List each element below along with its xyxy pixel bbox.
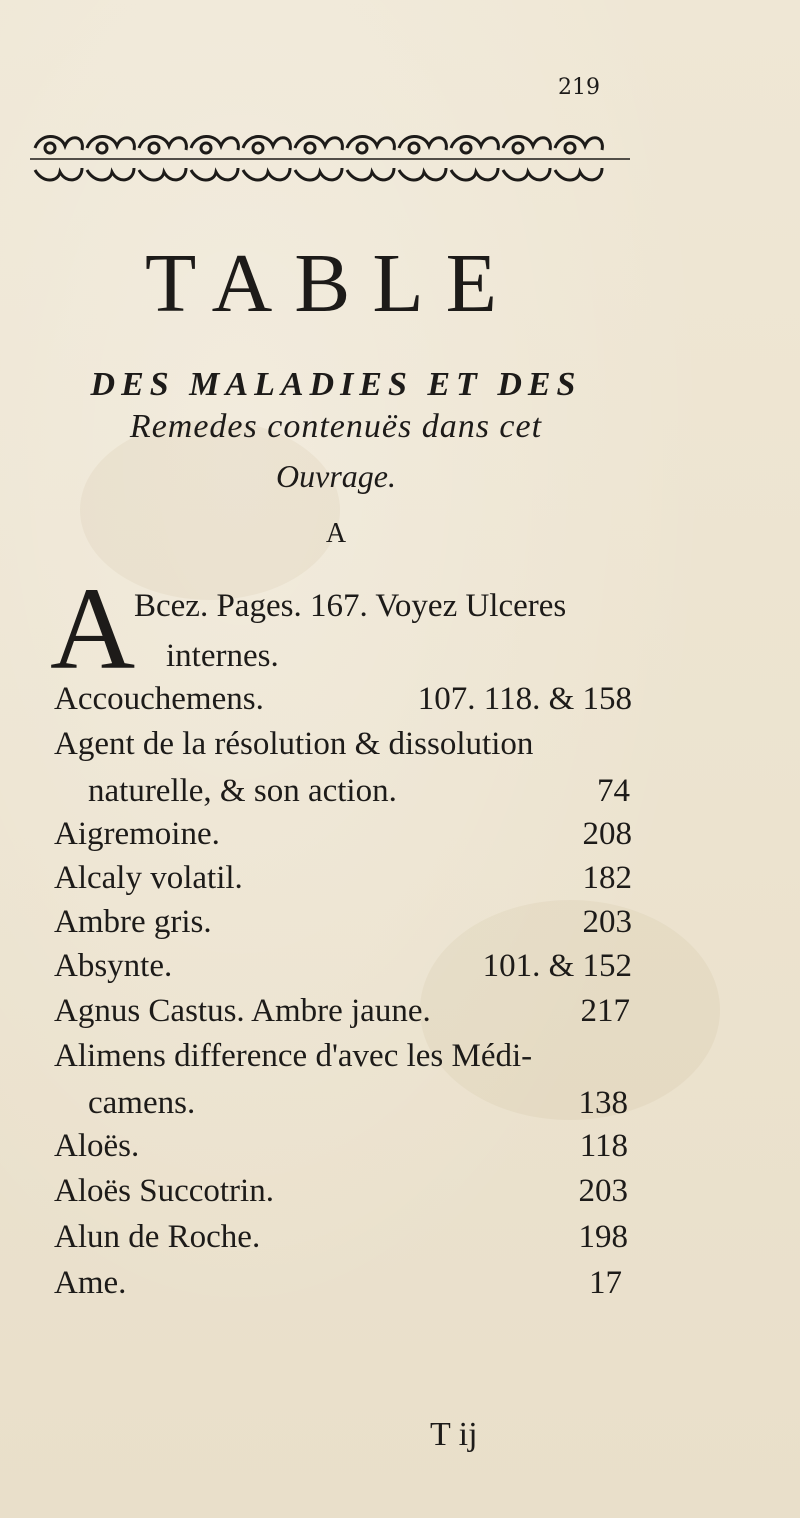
entry-text: Aloës Succotrin. xyxy=(54,1173,274,1209)
entry-text: Absynte. xyxy=(54,948,173,984)
entry-text: Bcez. Pages. 167. Voyez Ulceres xyxy=(134,588,567,624)
subtitle-line-3: Ouvrage. xyxy=(276,458,396,494)
entry-text: Alun de Roche. xyxy=(54,1219,261,1255)
entry-text: Agent de la résolution & dissolution xyxy=(54,726,534,762)
entry-page: 107. 118. & 158 xyxy=(417,681,632,717)
entry-page: 203 xyxy=(578,1173,628,1209)
entry-page: 182 xyxy=(582,860,632,896)
entry-text: Ame. xyxy=(54,1265,127,1301)
paper-stain xyxy=(420,900,720,1120)
entry-text: internes. xyxy=(166,638,279,674)
entry-text: Aloës. xyxy=(54,1128,140,1164)
ornament-band xyxy=(30,128,630,190)
drop-cap: A xyxy=(50,563,136,694)
main-title: TABLE xyxy=(145,237,519,330)
entry-text: Alcaly volatil. xyxy=(54,860,243,896)
section-letter: A xyxy=(325,518,347,549)
entry-page: 101. & 152 xyxy=(482,948,632,984)
entry-page: 203 xyxy=(582,904,632,940)
entry-page: 217 xyxy=(580,993,630,1029)
subtitle-line-1: DES MALADIES ET DES xyxy=(90,366,582,403)
entry-page: 17 xyxy=(589,1265,622,1301)
entry-page: 198 xyxy=(578,1219,628,1255)
entry-text: Alimens difference d'avec les Médi- xyxy=(54,1038,533,1074)
entry-text: Agnus Castus. Ambre jaune. xyxy=(54,993,431,1029)
subtitle-line-2: Remedes contenuës dans cet xyxy=(129,408,543,445)
signature-mark: T ij xyxy=(430,1416,478,1453)
entry-page: 138 xyxy=(578,1085,628,1121)
page-number: 219 xyxy=(558,75,600,100)
entry-text: camens. xyxy=(88,1085,196,1121)
entry-page: 118 xyxy=(579,1128,628,1164)
entry-text: Accouchemens. xyxy=(54,681,264,717)
entry-page: 74 xyxy=(597,773,630,809)
entry-text: naturelle, & son action. xyxy=(88,773,397,809)
entry-page: 208 xyxy=(582,816,632,852)
entry-text: Ambre gris. xyxy=(54,904,212,940)
entry-text: Aigremoine. xyxy=(54,816,220,852)
